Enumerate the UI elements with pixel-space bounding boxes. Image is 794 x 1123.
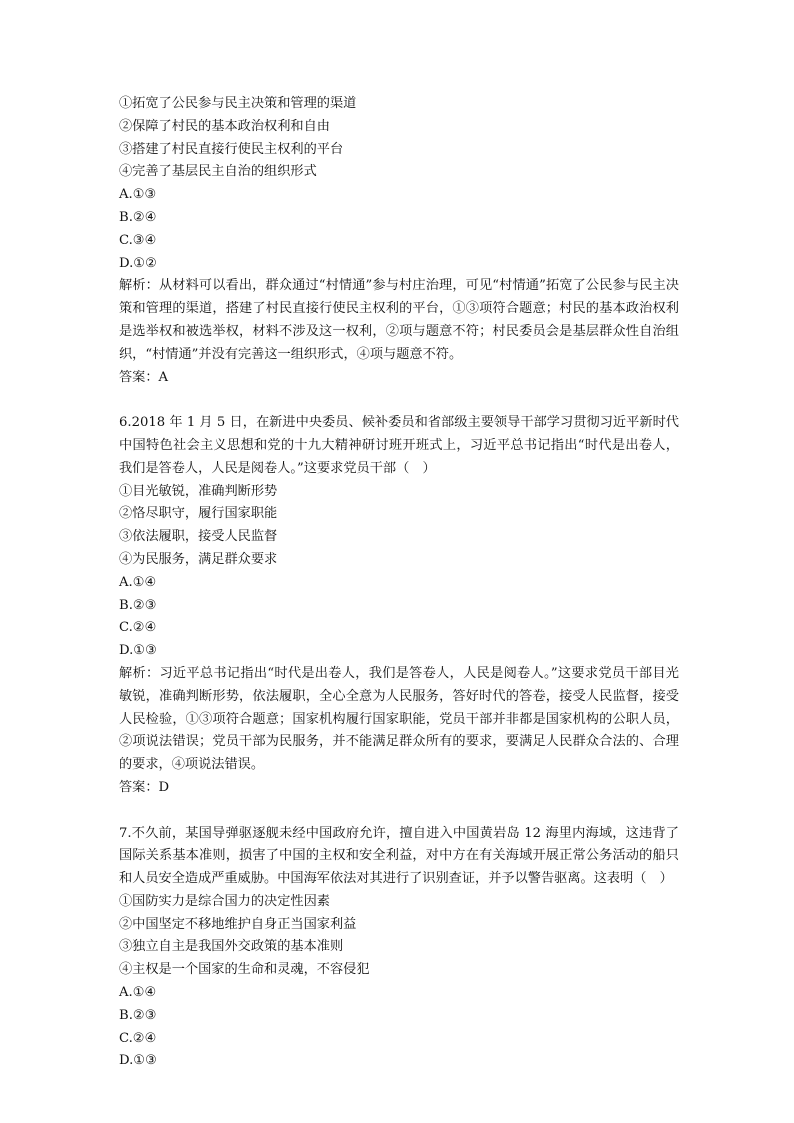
q6-analysis: 解析：习近平总书记指出“时代是出卷人，我们是答卷人，人民是阅卷人。”这要求党员干部目光敏锐，准确判断形势，依法履职，全心全意为人民服务，答好时代的答卷，接受人民监督，接受人民检验，①③项符合题意；国家机构履行国家职能，党员干部并非都是国家机构的公职人员，②项说法错误；党员干部为民服务，并不能满足群众所有的要求，要满足人民群众合法的、合理的要求，④项说法错误。 <box>119 665 679 773</box>
document-page <box>119 93 679 1073</box>
section-gap <box>119 389 679 412</box>
q5-choice-b: B.②④ <box>119 209 157 225</box>
q7-choice-c: C.②④ <box>119 1030 157 1046</box>
q5-option-1: ①拓宽了公民参与民主决策和管理的渠道 <box>119 96 357 111</box>
q5-answer: 答案：A <box>119 369 169 385</box>
q6-choice-c: C.②④ <box>119 620 157 636</box>
q6-option-3: ③依法履职，接受人民监督 <box>119 529 278 545</box>
q6-choice-b: B.②③ <box>119 597 157 613</box>
q5-option-4: ④完善了基层民主自治的组织形式 <box>119 164 317 180</box>
q7-stem: 7.不久前，某国导弹驱逐舰未经中国政府允许，擅自进入中国黄岩岛 12 海里内海域，这违背了国际关系基本准则，损害了中国的主权和安全利益，对中方在有关海域开展正常公务活动的船只和人员安全造成严重威胁。中国海军依法对其进行了识别查证，并予以警告驱离。这表明（ ） <box>119 825 679 887</box>
q6-choice-d: D.①③ <box>119 643 157 659</box>
q5-analysis: 解析：从材料可以看出，群众通过“村情通”参与村庄治理，可见“村情通”拓宽了公民参与民主决策和管理的渠道，搭建了村民直接行使民主权利的平台，①③项符合题意；村民的基本政治权利是选举权和被选举权，材料不涉及这一权利，②项与题意不符；村民委员会是基层群众性自治组织，“村情通”并没有完善这一组织形式，④项与题意不符。 <box>119 278 679 362</box>
q7-option-2: ②中国坚定不移地维护自身正当国家利益 <box>119 916 357 932</box>
q7-choice-a: A.①④ <box>119 985 157 1001</box>
q6-answer: 答案：D <box>119 779 170 795</box>
q6-stem: 6.2018 年 1 月 5 日，在新进中央委员、候补委员和省部级主要领导干部学习贯彻习近平新时代中国特色社会主义思想和党的十九大精神研讨班开班式上，习近平总书记指出“时代是出卷人，我们是答卷人，人民是阅卷人。”这要求党员干部（ ） <box>119 415 679 476</box>
q7-option-4: ④主权是一个国家的生命和灵魂，不容侵犯 <box>119 962 370 978</box>
q6-option-4: ④为民服务，满足群众要求 <box>119 551 278 567</box>
q6-option-1: ①目光敏锐，准确判断形势 <box>119 483 278 499</box>
q5-choice-c: C.③④ <box>119 232 157 248</box>
q5-choice-d: D.①② <box>119 255 157 271</box>
q7-choice-b: B.②③ <box>119 1007 157 1023</box>
q7-choice-d: D.①③ <box>119 1053 157 1069</box>
q5-option-3: ③搭建了村民直接行使民主权利的平台 <box>119 141 344 157</box>
section-gap <box>119 800 679 823</box>
q7-option-1: ①国防实力是综合国力的决定性因素 <box>119 893 330 909</box>
q6-option-2: ②恪尽职守，履行国家职能 <box>119 506 278 522</box>
q7-option-3: ③独立自主是我国外交政策的基本准则 <box>119 939 344 955</box>
q6-choice-a: A.①④ <box>119 574 157 590</box>
q5-option-2: ②保障了村民的基本政治权利和自由 <box>119 118 330 134</box>
q5-choice-a: A.①③ <box>119 187 157 203</box>
